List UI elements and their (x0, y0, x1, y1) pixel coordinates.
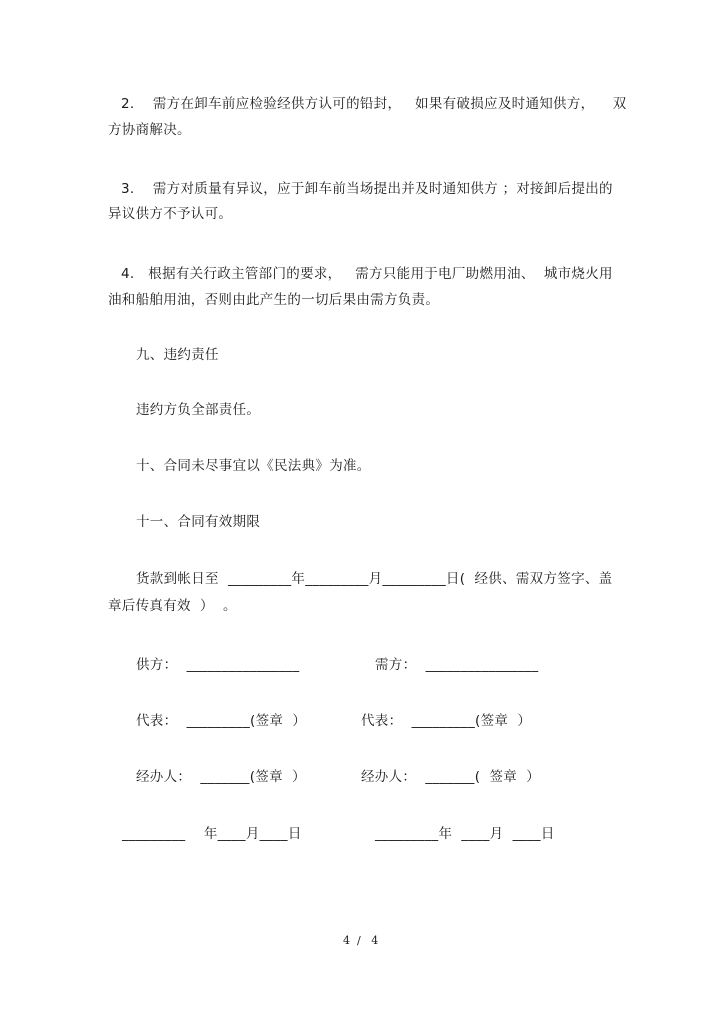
clause-9-body: 违约方负全部责任。 (136, 402, 261, 418)
buyer-date-line: _________年 ____月 ____日 (375, 826, 555, 842)
buyer-signature-line: 需方： ________________ (375, 657, 539, 673)
clause-8-item-3-line-1: 3. 需方对质量有异议，应于卸车前当场提出并及时通知供方 ；对接卸后提出的 (121, 181, 613, 197)
supplier-date-line: _________ 年____月____日 (122, 826, 302, 842)
clause-8-item-3-line-2: 异议供方不予认可。 (108, 206, 233, 222)
clause-8-item-4-line-1: 4. 根据有关行政主管部门的要求， 需方只能用于电厂助燃用油、 城市烧火用 (121, 266, 613, 282)
supplier-agent-line: 经办人： _______(签章 ） (136, 769, 306, 785)
clause-8-item-2-line-1: 2. 需方在卸车前应检验经供方认可的铅封， 如果有破损应及时通知供方， 双 (121, 96, 627, 112)
clause-11-line-1: 货款到帐日至 _________年_________月_________日( 经供、需双方签字、盖 (136, 571, 613, 587)
clause-10-text: 十、合同未尽事宜以《民法典》为准。 (136, 458, 371, 474)
buyer-representative-line: 代表： _________(签章 ） (361, 713, 532, 729)
clause-11-line-2: 章后传真有效 ） 。 (108, 598, 237, 614)
supplier-signature-line: 供方： ________________ (136, 657, 300, 673)
clause-11-heading: 十一、合同有效期限 (136, 514, 261, 530)
clause-9-heading: 九、违约责任 (136, 347, 219, 363)
clause-8-item-4-line-2: 油和船舶用油，否则由此产生的一切后果由需方负责。 (108, 292, 440, 308)
page-number: 4 / 4 (343, 934, 379, 947)
clause-8-item-2-line-2: 方协商解决。 (108, 122, 191, 138)
buyer-agent-line: 经办人： _______( 签章 ） (361, 769, 541, 785)
supplier-representative-line: 代表： _________(签章 ） (136, 713, 307, 729)
